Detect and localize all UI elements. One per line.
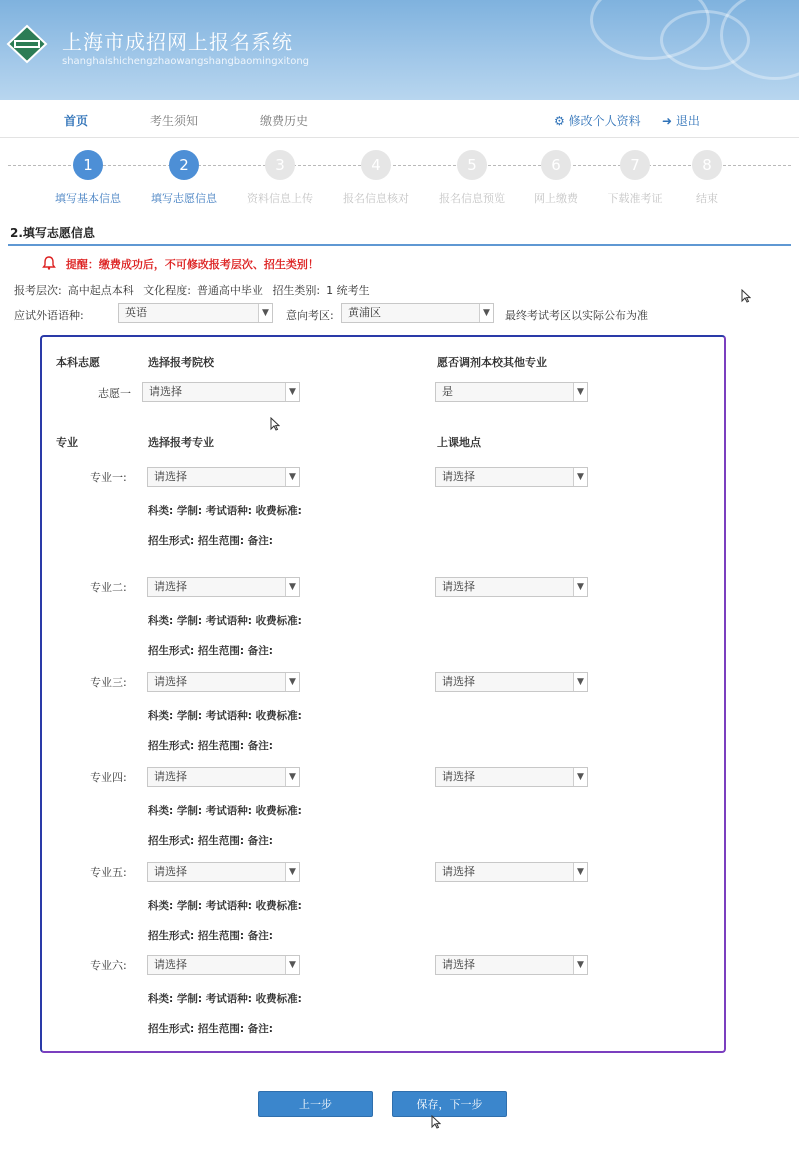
category-value: 1 统考生 [326, 284, 370, 297]
step-number: 1 [73, 150, 103, 180]
logout-label: 退出 [675, 114, 700, 128]
major-select-value: 请选择 [154, 865, 187, 878]
area-select[interactable] [341, 303, 494, 323]
site-title: 上海市成招网上报名系统 [62, 30, 293, 54]
location-select[interactable] [435, 467, 588, 487]
header-banner [0, 0, 799, 100]
major-meta-line-2: 招生形式: 招生范围: 备注: [148, 1023, 273, 1035]
education-label: 文化程度: [143, 284, 191, 297]
chevron-down-icon: ▼ [285, 863, 299, 881]
location-select-value: 请选择 [442, 865, 475, 878]
location-select[interactable] [435, 767, 588, 787]
major-select-value: 请选择 [154, 580, 187, 593]
major-select[interactable] [147, 955, 300, 975]
step-4 [336, 150, 416, 206]
chevron-down-icon: ▼ [258, 304, 272, 322]
area-label: 意向考区: [286, 309, 334, 322]
major-select[interactable] [147, 672, 300, 692]
prev-step-button[interactable]: 上一步 [258, 1091, 373, 1117]
chevron-down-icon: ▼ [573, 863, 587, 881]
major-row-label: 专业四: [90, 771, 127, 784]
major-header: 专业 [56, 436, 78, 449]
step-label: 网上缴费 [534, 192, 578, 205]
major-select[interactable] [147, 577, 300, 597]
step-6 [516, 150, 596, 206]
step-label: 报名信息预览 [439, 192, 505, 205]
gear-icon: ⚙ [554, 114, 565, 128]
adjust-select[interactable] [435, 382, 588, 402]
major-row-label: 专业二: [90, 581, 127, 594]
chevron-down-icon: ▼ [285, 468, 299, 486]
edit-profile-label: 修改个人资料 [568, 114, 641, 128]
location-select[interactable] [435, 577, 588, 597]
major-meta-line-1: 科类: 学制: 考试语种: 收费标准: [148, 710, 302, 722]
section-title: 2.填写志愿信息 [10, 226, 95, 240]
mouse-cursor-icon [431, 1115, 441, 1129]
section-divider [8, 244, 791, 246]
choice-panel [40, 335, 726, 1053]
chevron-down-icon: ▼ [285, 673, 299, 691]
major-meta-line-2: 招生形式: 招生范围: 备注: [148, 835, 273, 847]
language-label: 应试外语语种: [14, 309, 84, 322]
major-meta-line-1: 科类: 学制: 考试语种: 收费标准: [148, 805, 302, 817]
major-select-value: 请选择 [154, 470, 187, 483]
save-next-button[interactable]: 保存，下一步 [392, 1091, 507, 1117]
adjust-select-value: 是 [442, 385, 453, 398]
step-1 [48, 150, 128, 206]
nav-payment-history[interactable]: 缴费历史 [260, 114, 309, 128]
major-row-label: 专业一: [90, 471, 127, 484]
major-select-value: 请选择 [154, 770, 187, 783]
location-select-value: 请选择 [442, 770, 475, 783]
major-meta-line-1: 科类: 学制: 考试语种: 收费标准: [148, 993, 302, 1005]
school-select[interactable] [142, 382, 300, 402]
step-label: 结束 [696, 192, 718, 205]
progress-steps [0, 138, 799, 218]
location-select[interactable] [435, 672, 588, 692]
category-label: 招生类别: [272, 284, 321, 297]
logout-link[interactable] [662, 112, 700, 129]
level-value: 高中起点本科 [67, 284, 134, 297]
major-row-label: 专业五: [90, 866, 127, 879]
chevron-down-icon: ▼ [285, 956, 299, 974]
logout-icon: ➜ [662, 114, 673, 128]
chevron-down-icon: ▼ [573, 468, 587, 486]
edit-profile-link[interactable] [554, 112, 641, 129]
step-2 [144, 150, 224, 206]
cloud-decoration [720, 0, 799, 80]
step-number: 3 [265, 150, 295, 180]
site-subtitle: shanghaishichengzhaowangshangbaomingxitong [62, 56, 310, 67]
warning-text: 提醒：缴费成功后，不可修改报考层次、招生类别！ [65, 258, 319, 271]
language-select[interactable] [118, 303, 273, 323]
choice-one-label: 志愿一 [98, 387, 131, 400]
major-meta-line-1: 科类: 学制: 考试语种: 收费标准: [148, 900, 302, 912]
area-note: 最终考试考区以实际公布为准 [505, 309, 648, 322]
step-number: 4 [361, 150, 391, 180]
step-7 [595, 150, 675, 206]
major-meta-line-2: 招生形式: 招生范围: 备注: [148, 930, 273, 942]
step-label: 报名信息核对 [343, 192, 409, 205]
chevron-down-icon: ▼ [479, 304, 493, 322]
major-select[interactable] [147, 862, 300, 882]
chevron-down-icon: ▼ [285, 768, 299, 786]
major-row-label: 专业三: [90, 676, 127, 689]
major-meta-line-1: 科类: 学制: 考试语种: 收费标准: [148, 615, 302, 627]
chevron-down-icon: ▼ [573, 673, 587, 691]
major-meta-line-1: 科类: 学制: 考试语种: 收费标准: [148, 505, 302, 517]
location-select-value: 请选择 [442, 675, 475, 688]
undergrad-choice-header: 本科志愿 [56, 356, 100, 369]
bell-icon [42, 256, 56, 270]
chevron-down-icon: ▼ [285, 383, 299, 401]
chevron-down-icon: ▼ [285, 578, 299, 596]
chevron-down-icon: ▼ [573, 383, 587, 401]
adjust-header: 愿否调剂本校其他专业 [437, 356, 547, 369]
warning-message [42, 256, 319, 272]
major-meta-line-2: 招生形式: 招生范围: 备注: [148, 535, 273, 547]
major-select-value: 请选择 [154, 958, 187, 971]
major-meta-line-2: 招生形式: 招生范围: 备注: [148, 740, 273, 752]
step-5 [432, 150, 512, 206]
logo-icon [6, 24, 48, 64]
major-select-value: 请选择 [154, 675, 187, 688]
step-number: 6 [541, 150, 571, 180]
choose-major-header: 选择报考专业 [148, 436, 214, 449]
chevron-down-icon: ▼ [573, 768, 587, 786]
nav-home[interactable]: 首页 [64, 114, 89, 128]
step-label: 资料信息上传 [247, 192, 313, 205]
step-label: 填写基本信息 [55, 192, 121, 205]
location-select[interactable] [435, 862, 588, 882]
location-select-value: 请选择 [442, 958, 475, 971]
step-label: 填写志愿信息 [151, 192, 217, 205]
area-select-value: 黄浦区 [348, 306, 381, 319]
step-number: 5 [457, 150, 487, 180]
location-select-value: 请选择 [442, 580, 475, 593]
location-select[interactable] [435, 955, 588, 975]
top-nav [0, 100, 799, 138]
major-row-label: 专业六: [90, 959, 127, 972]
major-meta-line-2: 招生形式: 招生范围: 备注: [148, 645, 273, 657]
location-header: 上课地点 [437, 436, 481, 449]
nav-candidate-notice[interactable]: 考生须知 [150, 114, 199, 128]
step-8 [667, 150, 747, 206]
language-select-value: 英语 [125, 306, 147, 319]
location-select-value: 请选择 [442, 470, 475, 483]
education-value: 普通高中毕业 [196, 284, 263, 297]
chevron-down-icon: ▼ [573, 956, 587, 974]
chevron-down-icon: ▼ [573, 578, 587, 596]
mouse-cursor-icon [741, 289, 751, 303]
applicant-info [14, 282, 376, 298]
choose-school-header: 选择报考院校 [148, 356, 214, 369]
major-select[interactable] [147, 767, 300, 787]
step-number: 2 [169, 150, 199, 180]
school-select-value: 请选择 [149, 385, 182, 398]
major-select[interactable] [147, 467, 300, 487]
step-number: 8 [692, 150, 722, 180]
step-3 [240, 150, 320, 206]
step-number: 7 [620, 150, 650, 180]
step-label: 下载准考证 [607, 192, 663, 205]
level-label: 报考层次: [14, 284, 62, 297]
mouse-cursor-icon [270, 417, 280, 431]
